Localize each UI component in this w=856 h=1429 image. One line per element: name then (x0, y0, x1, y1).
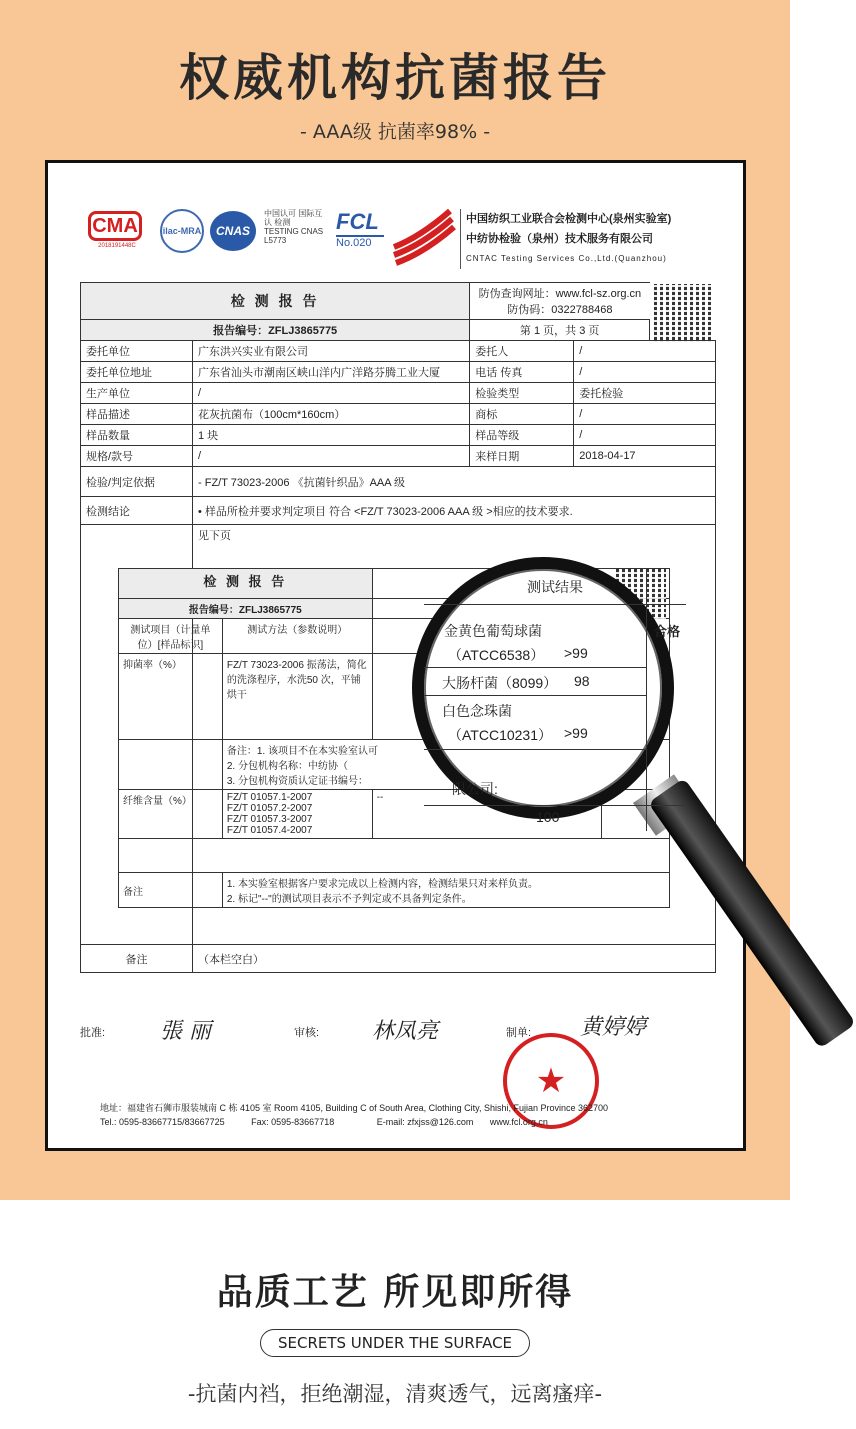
org-name: 中国纺织工业联合会检测中心(泉州实验室) 中纺协检验（泉州）技术服务有限公司 CNTAC Testing Services Co.,Ltd.(Quanzhou) (460, 209, 730, 269)
footer-fax: Fax: 0595-83667718 (251, 1117, 335, 1127)
cnas-text: 中国认可 国际互认 检测 TESTING CNAS L5773 (264, 209, 324, 245)
row-label: 样品数量 (81, 425, 193, 446)
report-number: 报告编号：ZFLJ3865775 (81, 320, 470, 341)
cma-logo: CMA 2018191448C (88, 211, 146, 263)
section2-pill: SECRETS UNDER THE SURFACE (260, 1329, 530, 1357)
row-value: / (193, 383, 470, 404)
row-label: 来样日期 (470, 446, 574, 467)
lens-bac2-val: 98 (574, 673, 590, 689)
ilac-logo: ilac-MRA (160, 209, 204, 253)
inner-title: 检 测 报 告 (119, 569, 373, 599)
row-label: 样品描述 (81, 404, 193, 425)
row-label: 委托单位地址 (81, 362, 193, 383)
basis-label: 检验/判定依据 (81, 467, 193, 497)
row-label: 委托单位 (81, 341, 193, 362)
hero-title: 权威机构抗菌报告 (179, 49, 611, 107)
report-footer (100, 1101, 720, 1129)
section2-title: 品质工艺 所见即所得 (216, 1272, 574, 1313)
row-value: / (574, 404, 716, 425)
row-label: 检验类型 (470, 383, 574, 404)
conclusion-label: 检测结论 (81, 497, 193, 525)
lens-bac3-val: >99 (564, 725, 588, 741)
row-value: 花灰抗菌布（100cm*160cm） (193, 404, 470, 425)
lens-bac2: 大肠杆菌（8099） (442, 675, 558, 691)
magnifier-lens (412, 557, 681, 825)
lens-bac1: 金黄色葡萄球菌 (444, 623, 542, 639)
review-label: 审核: (294, 1027, 320, 1039)
test-report-document (45, 160, 746, 1151)
remark-label: 备注 (81, 945, 193, 973)
inner-remarks: 1. 本实验室根据客户要求完成以上检测内容，检测结果只对来样负责。 2. 标记"--"的测试项目表示不予判定或不具备判定条件。 (222, 873, 669, 908)
approve-signature: 張 丽 (160, 1019, 211, 1044)
make-signature: 黄婷婷 (580, 1015, 647, 1040)
official-stamp: ★ (503, 1033, 599, 1129)
inner-item-fiber: 纤维含量（%） (119, 790, 223, 839)
footer-address: 地址：福建省石狮市服装城南 C 栋 4105 室 Room 4105, Building C of South Area, Clothing City, Shishi, Fujian Province 362700 (100, 1103, 609, 1113)
cntac-wave-icon (390, 207, 456, 263)
lens-fiber: 100 (536, 809, 560, 825)
row-value: 1 块 (193, 425, 470, 446)
lens-bac1-val: >99 (564, 645, 588, 661)
approve-label: 批准: (80, 1027, 106, 1039)
remark-value: （本栏空白） (193, 945, 716, 973)
page-number: 第 1 页，共 3 页 (470, 320, 650, 341)
row-value: / (574, 362, 716, 383)
inner-item-antibacterial: 抑菌率（%） (119, 654, 223, 740)
make-label: 制单: (506, 1027, 532, 1039)
inner-report-number: 报告编号：ZFLJ3865775 (119, 599, 373, 619)
logo-row (88, 207, 718, 267)
row-label: 委托人 (470, 341, 574, 362)
fcl-logo: FCL No.020 (336, 209, 384, 259)
hero-subtitle: - AAA级 抗菌率98% - (299, 121, 491, 143)
report-title: 检 测 报 告 (81, 283, 470, 320)
row-value: 2018-04-17 (574, 446, 716, 467)
basis-value: - FZ/T 73023-2006 《抗菌针织品》AAA 级 (193, 467, 716, 497)
lens-bac3: 白色念珠菌 (442, 703, 512, 719)
lens-bac1-code: （ATCC6538） (448, 647, 545, 663)
see-below: 见下页 (193, 525, 716, 945)
section2-subtitle: -抗菌内裆，拒绝潮湿，清爽透气，远离瘙痒- (187, 1382, 603, 1406)
footer-web: www.fcl.org.cn (489, 1117, 548, 1127)
row-value: / (574, 341, 716, 362)
conclusion-value: • 样品所检并要求判定项目 符合 <FZ/T 73023-2006 AAA 级 >相应的技术要求. (193, 497, 716, 525)
cnas-logo: CNAS (210, 211, 256, 251)
footer-email: E-mail: zfxjss@126.com (376, 1117, 474, 1127)
row-value: 广东省汕头市潮南区峡山洋内广洋路芬腾工业大厦 (193, 362, 470, 383)
review-signature: 林凤亮 (372, 1019, 439, 1044)
row-value: / (574, 425, 716, 446)
inner-remark-label: 备注 (119, 873, 223, 908)
inner-notes: 备注：1. 该项目不在本实验室认可 2. 分包机构名称：中纺协（ 3. 分包机构资质认定证书编号： (222, 740, 669, 790)
lens-pass: 合格 (654, 624, 681, 639)
inner-method-antibacterial: FZ/T 73023-2006 振荡法，简化的洗涤程序，水洗50 次，平铺烘干 (222, 654, 372, 740)
inner-dash: -- (372, 790, 602, 839)
row-label: 生产单位 (81, 383, 193, 404)
lens-company: 限公司: (452, 781, 498, 797)
inner-col-method: 测试方法（参数说明） (222, 619, 372, 654)
row-value: 委托检验 (574, 383, 716, 404)
inner-col-item: 测试项目（计量单位）[样品标识] (119, 619, 223, 654)
row-label: 规格/款号 (81, 446, 193, 467)
row-label: 样品等级 (470, 425, 574, 446)
lens-bac3-code: （ATCC10231） (448, 727, 553, 743)
row-value: / (193, 446, 470, 467)
row-value: 广东洪兴实业有限公司 (193, 341, 470, 362)
lens-header: 测试结果 (424, 569, 686, 605)
inner-method-fiber: FZ/T 01057.1-2007 FZ/T 01057.2-2007 FZ/T 01057.3-2007 FZ/T 01057.4-2007 (222, 790, 372, 839)
footer-tel: Tel.: 0595-83667715/83667725 (100, 1117, 225, 1127)
row-label: 商标 (470, 404, 574, 425)
verify-info: 防伪查询网址：www.fcl-sz.org.cn 防伪码：0322788468 (470, 283, 650, 320)
row-label: 电话 传真 (470, 362, 574, 383)
